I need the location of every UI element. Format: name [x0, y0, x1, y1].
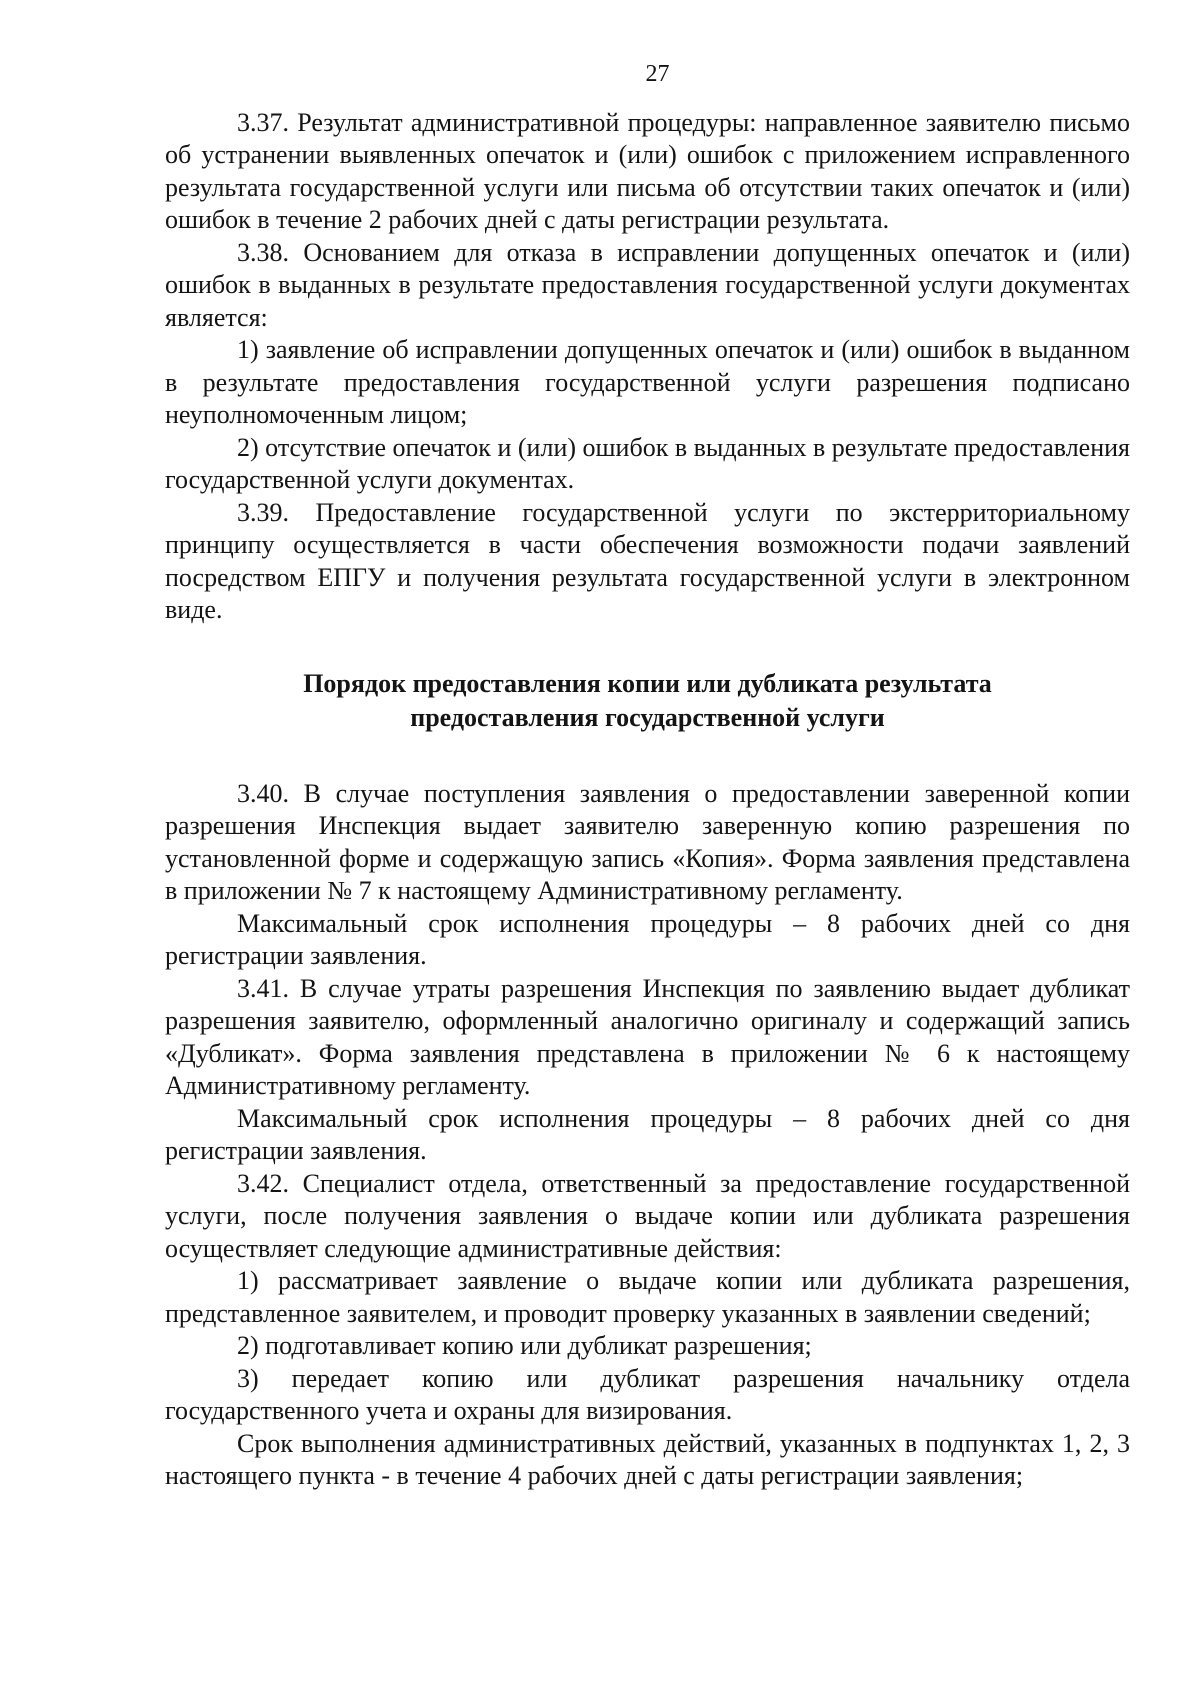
paragraph-3-41: 3.41. В случае утраты разрешения Инспекция по заявлению выдает дубликат разрешения заявителю, оформленный аналогично оригиналу и содержащий запись «Дубликат». Форма заявления представлена в приложении № 6 к настоящему Административному регламенту. [165, 973, 1130, 1100]
section-heading [165, 667, 1130, 735]
paragraph-3-40: 3.40. В случае поступления заявления о предоставлении заверенной копии разрешения Инспекция выдает заявителю заверенную копию разрешения по установленной форме и содержащую запись «Копия». Форма заявления представлена в приложении № 7 к настоящему Административному регламенту. [165, 778, 1130, 905]
paragraph-3-42: 3.42. Специалист отдела, ответственный за предоставление государственной услуги, после получения заявления о выдаче копии или дубликата разрешения осуществляет следующие административные действия: [165, 1168, 1130, 1263]
section-heading-line-2: предоставления государственной услуги [410, 702, 885, 732]
paragraph-3-38-item-2: 2) отсутствие опечаток и (или) ошибок в выданных в результате предоставления государственной услуги документах. [165, 432, 1130, 494]
paragraph-3-39: 3.39. Предоставление государственной услуги по экстерриториальному принципу осуществляется в части обеспечения возможности подачи заявлений посредством ЕПГУ и получения результата государственной услуги в электронном виде. [165, 497, 1130, 624]
paragraph-3-42-deadline: Срок выполнения административных действий, указанных в подпунктах 1, 2, 3 настоящего пункта - в течение 4 рабочих дней с даты регистрации заявления; [165, 1428, 1130, 1490]
paragraph-3-37: 3.37. Результат административной процедуры: направленное заявителю письмо об устранении выявленных опечаток и (или) ошибок с приложением исправленного результата государственной услуги или письма об отсутствии таких опечаток и (или) ошибок в течение 2 рабочих дней с даты регистрации результата. [165, 107, 1130, 234]
paragraph-3-42-item-2: 2) подготавливает копию или дубликат разрешения; [237, 1331, 812, 1360]
paragraph-3-38-item-1: 1) заявление об исправлении допущенных опечаток и (или) ошибок в выданном в результате предоставления государственной услуги разрешения подписано неуполномоченным лицом; [165, 335, 1130, 429]
page-number: 27 [645, 61, 670, 87]
section-heading-line-1: Порядок предоставления копии или дубликата результата [303, 668, 992, 698]
paragraph-3-42-item-3: 3) передает копию или дубликат разрешения начальнику отдела государственного учета и охраны для визирования. [165, 1363, 1130, 1425]
paragraph-3-40-deadline: Максимальный срок исполнения процедуры – 8 рабочих дней со дня регистрации заявления. [165, 908, 1130, 970]
paragraph-3-41-deadline: Максимальный срок исполнения процедуры – 8 рабочих дней со дня регистрации заявления. [165, 1103, 1130, 1165]
paragraph-3-42-item-1: 1) рассматривает заявление о выдаче копии или дубликата разрешения, представленное заявителем, и проводит проверку указанных в заявлении сведений; [165, 1266, 1130, 1328]
paragraph-3-38: 3.38. Основанием для отказа в исправлении допущенных опечаток и (или) ошибок в выданных в результате предоставления государственной услуги документах является: [165, 237, 1130, 332]
